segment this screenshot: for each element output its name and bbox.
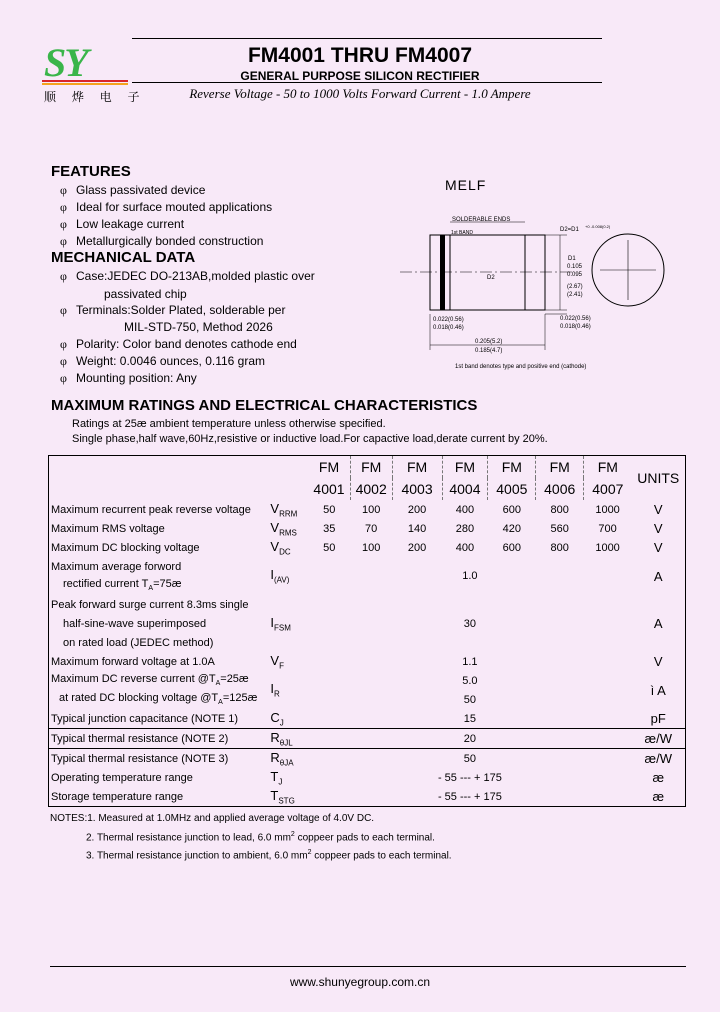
param-label: Maximum recurrent peak reverse voltage [49,500,271,519]
mechanical-item: Terminals:Solder Plated, solderable per [76,303,286,317]
header-prefix: FM [392,456,442,479]
unit: V [632,500,686,519]
symbol: $R_{\theta JL}$ [270,729,293,748]
symbol: $C_J$ [270,709,284,728]
feature-item: Low leakage current [76,217,185,231]
table-row [49,557,686,576]
table-row [49,690,686,709]
footer-rule [50,966,686,967]
header-prefix: FM [488,456,536,479]
melf-package-diagram [395,210,695,375]
value: 5.0 [462,674,478,687]
label-d1-mm2: (2.41) [567,292,583,298]
mechanical-heading: MECHANICAL DATA [51,249,196,266]
value: 400 [455,541,475,554]
feature-item: Ideal for surface mouted applications [76,200,273,214]
param-label: Maximum RMS voltage [49,519,271,538]
label-end2: 0.018(0.46) [560,324,591,330]
bullet-icon: φ [60,217,67,231]
label-end1: 0.022(0.56) [560,316,591,322]
table-row [49,519,686,538]
table-row [49,500,686,519]
label-d1-mm1: (2.67) [567,284,583,290]
param-label: Operating temperature range [49,768,271,787]
note-3: 3. Thermal resistance junction to ambient, 6.0 $mm^2$ coppeer pads to each terminal. [86,849,452,862]
header-prefix: FM [536,456,584,479]
value: 420 [502,522,521,535]
part-number: 4005 [488,478,536,500]
value: 1.1 [462,655,478,668]
header-rule-top [132,38,602,39]
table-row [49,749,686,769]
label-solderable: SOLDERABLE ENDS [452,217,511,223]
unit: æ/W [632,729,686,749]
table-row [49,538,686,557]
param-label: Maximum DC blocking voltage [49,538,271,557]
symbol: $T_J$ [270,768,283,787]
label-first-band: 1st BAND [451,230,473,236]
label-len1: 0.205(5.2) [475,339,503,345]
value: 50 [323,503,336,516]
value: - 55 --- + 175 [437,790,502,803]
unit: æ [632,787,686,807]
value: 600 [502,541,521,554]
param-label-cont: at rated DC blocking voltage $@T_A=125æ$ [49,690,271,709]
symbol: $I_{(AV)}$ [270,567,290,585]
note-2: 2. Thermal resistance junction to lead, 6.0 $mm^2$ coppeer pads to each terminal. [86,831,435,844]
symbol: $I_R$ [270,681,280,699]
mechanical-item: Case:JEDEC DO-213AB,molded plastic over [76,269,315,283]
feature-item: Metallurgically bonded construction [76,234,264,248]
symbol: $V_F$ [270,652,284,671]
value: 20 [463,732,477,745]
param-label: Typical thermal resistance (NOTE 2) [49,729,271,749]
param-label: Maximum average forword [49,557,271,576]
feature-item: Glass passivated device [76,183,206,197]
bullet-icon: φ [60,234,67,248]
param-label-cont: on rated load (JEDEC method) [49,633,271,652]
part-number: 4002 [350,478,392,500]
value: 100 [362,503,381,516]
param-label: Maximum DC reverse current $@T_A=25æ$ [49,671,271,690]
unit: V [632,538,686,557]
ratings-note-1: Ratings at 25æ ambient temperature unless otherwise specified. [72,418,386,430]
value: 600 [502,503,521,516]
units-header: UNITS [632,456,686,501]
param-label: Peak forward surge current 8.3ms single [49,595,271,614]
param-label-cont: rectified current $T_A=75æ$ [49,576,271,595]
logo-mark: SY [44,40,87,85]
table-header-row [49,456,686,479]
symbol: $R_{\theta JA}$ [270,749,294,768]
table-row [49,729,686,749]
unit: æ [632,768,686,787]
value: 100 [362,541,381,554]
part-number: 4003 [392,478,442,500]
table-row [49,671,686,690]
table-header-row [49,478,686,500]
value: 15 [463,712,477,725]
header-prefix: FM [318,459,340,475]
label-left2: 0.018(0.46) [433,325,464,331]
value: 560 [550,522,569,535]
part-number: 4006 [536,478,584,500]
unit: pF [632,709,686,729]
footer-url[interactable]: www.shunyegroup.com.cn [289,975,431,989]
value: 35 [323,522,336,535]
part-number: 4007 [584,478,632,500]
value: 700 [598,522,617,535]
bullet-icon: φ [60,354,67,368]
label-d1-in2: 0.095 [567,272,583,278]
value: 800 [550,541,569,554]
label-d1-in1: 0.105 [567,264,583,270]
part-number: 4001 [313,481,345,497]
value: 200 [407,503,427,516]
table-row [49,709,686,729]
unit: V [632,652,686,671]
unit: ì A [632,671,686,709]
param-label: Typical junction capacitance (NOTE 1) [49,709,271,729]
package-caption: 1st band denotes type and positive end (cathode) [455,364,587,370]
value: 200 [407,541,427,554]
value: 50 [463,693,477,706]
mechanical-item: Polarity: Color band denotes cathode end [76,337,297,351]
value: 70 [365,522,378,535]
package-name: MELF [445,177,487,193]
ratings-note-2: Single phase,half wave,60Hz,resistive or inductive load.For capactive load,derate current by 20%. [72,433,548,445]
page-tagline: Reverse Voltage - 50 to 1000 Volts Forward Current - 1.0 Ampere [189,86,531,101]
label-d2-tol: +0 -0.008(0.2) [585,224,611,229]
ratings-heading: MAXIMUM RATINGS AND ELECTRICAL CHARACTERISTICS [51,397,478,414]
page-title: FM4001 THRU FM4007 [247,44,473,67]
unit: A [632,557,686,595]
value: 1.0 [462,570,478,582]
mechanical-item-cont: passivated chip [104,287,187,301]
symbol: $V_{RRM}$ [270,500,298,519]
bullet-icon: φ [60,269,67,283]
bullet-icon: φ [60,183,67,197]
value: 1000 [595,503,620,516]
bullet-icon: φ [60,371,67,385]
table-row [49,768,686,787]
table-row [49,652,686,671]
bullet-icon: φ [60,303,67,317]
symbol: $I_{FSM}$ [270,614,291,633]
param-label: Storage temperature range [49,787,271,807]
note-1: NOTES:1. Measured at 1.0MHz and applied average voltage of 4.0V DC. [50,813,375,824]
param-label-cont: half-sine-wave superimposed [49,614,271,633]
label-d1: D1 [568,256,576,262]
symbol: $T_{STG}$ [270,787,295,806]
unit: æ/W [632,749,686,769]
param-label: Maximum forward voltage at 1.0A [49,652,271,671]
part-number: 4004 [442,478,488,500]
param-label: Typical thermal resistance (NOTE 3) [49,749,271,769]
value: 800 [550,503,569,516]
mechanical-item: Mounting position: Any [76,371,197,385]
value: - 55 --- + 175 [437,771,502,784]
header-prefix: FM [350,456,392,479]
unit: A [632,595,686,652]
bullet-icon: φ [60,200,67,214]
table-row [49,787,686,807]
header-prefix: FM [442,456,488,479]
value: 50 [323,541,336,554]
label-d2-eq: D2=D1 [560,227,579,233]
features-heading: FEATURES [51,163,131,180]
value: 140 [407,522,427,535]
label-d2: D2 [487,275,495,281]
symbol: $V_{DC}$ [270,538,291,557]
page-subtitle: GENERAL PURPOSE SILICON RECTIFIER [240,69,480,83]
unit: V [632,519,686,538]
header-prefix: FM [584,456,632,479]
mechanical-item: Weight: 0.0046 ounces, 0.116 gram [76,354,266,368]
company-name-cn: 顺 烨 电 子 [44,90,146,104]
table-row [49,595,686,614]
value: 400 [455,503,475,516]
value: 50 [463,752,477,765]
ratings-table [48,455,686,807]
value: 280 [455,522,475,535]
value: 30 [463,617,477,630]
label-left1: 0.022(0.56) [433,317,464,323]
mechanical-item-cont: MIL-STD-750, Method 2026 [124,320,273,334]
value: 1000 [595,541,620,554]
bullet-icon: φ [60,337,67,351]
label-len2: 0.185(4.7) [475,348,503,354]
symbol: $V_{RMS}$ [270,519,297,538]
